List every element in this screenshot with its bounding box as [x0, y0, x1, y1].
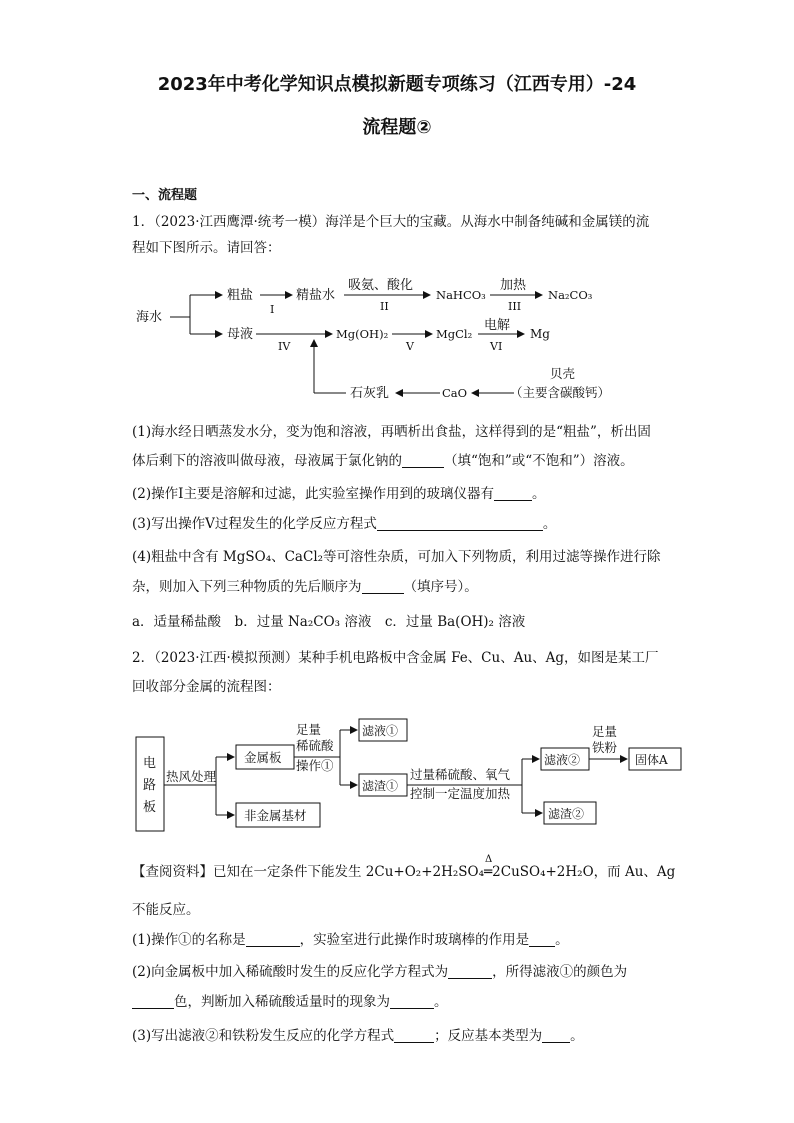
flow-muye: 母液	[227, 327, 254, 342]
flow2-dianluban-3: 板	[143, 800, 157, 815]
flow-mg: Mg	[530, 327, 550, 341]
q1-part2	[132, 484, 672, 504]
q1-stem-line2: 程如下图所示。请回答：	[132, 240, 281, 256]
q1-part3-text: (3)写出操作Ⅴ过程发生的化学反应方程式	[132, 516, 377, 532]
q2-part2-line1	[132, 962, 672, 982]
flow2-guoliang-top: 过量稀硫酸、氧气	[410, 767, 511, 782]
flow2-lvzha2: 滤渣②	[548, 807, 585, 821]
flow2-lvzha1: 滤渣①	[362, 779, 399, 793]
q1-part4-text: 杂，则加入下列三种物质的先后顺序为	[132, 579, 362, 595]
q2-part2-blank1[interactable]	[448, 964, 492, 979]
flow2-dianluban-2: 路	[143, 778, 157, 793]
q1-part1-line1: (1)海水经日晒蒸发水分，变为饱和溶液，再晒析出食盐，这样得到的是“粗盐”，析出固	[132, 424, 651, 440]
page-title-line1: 2023年中考化学知识点模拟新题专项练习（江西专用）-24	[157, 74, 637, 95]
q1-part2-end: 。	[531, 486, 546, 502]
q2-part2-blank2[interactable]	[132, 994, 174, 1009]
q1-part2-blank[interactable]	[494, 486, 532, 501]
q1-part4-blank[interactable]	[362, 579, 404, 594]
q2-part2-text3: 色，判断加入稀硫酸适量时的现象为	[174, 994, 390, 1010]
q2-part1-blank2[interactable]	[529, 932, 555, 947]
flow2-lvye1: 滤液①	[362, 724, 399, 738]
q1-part1-line2	[132, 451, 672, 471]
q2-part1	[132, 930, 672, 950]
flow-step2-label: 吸氨、酸化	[348, 278, 414, 293]
flow2-zuliang1: 足量	[296, 722, 322, 737]
flow-mgcl2: MgCl₂	[436, 327, 473, 341]
q2-stem-line2: 回收部分金属的流程图：	[132, 679, 281, 695]
q1-part4-line2	[132, 577, 672, 597]
flow-nahco3: NaHCO₃	[436, 288, 486, 302]
flow-beike-note: （主要含碳酸钙）	[510, 385, 611, 400]
flow-op2: II	[380, 300, 389, 313]
q1-part3-end: 。	[542, 516, 557, 532]
flow2-zuliang2: 足量	[592, 724, 618, 739]
q2-reference-line2: 不能反应。	[132, 902, 200, 918]
q1-part1-text: 体后剩下的溶液叫做母液，母液属于氯化钠的	[132, 453, 402, 469]
flow-mgoh2: Mg(OH)₂	[336, 327, 389, 341]
flow-na2co3: Na₂CO₃	[548, 288, 593, 302]
flow2-feijinshujicai: 非金属基材	[244, 808, 307, 823]
q1-options: a．适量稀盐酸 b．过量 Na₂CO₃ 溶液 c．过量 Ba(OH)₂ 溶液	[132, 614, 526, 630]
q2-part3-text2: ；反应基本类型为	[434, 1028, 543, 1044]
q2-part2-text: (2)向金属板中加入稀硫酸时发生的反应化学方程式为	[132, 964, 449, 980]
flow-op3: III	[508, 300, 522, 313]
flow2-xiliusuan: 稀硫酸	[296, 738, 334, 753]
q1-stem-line1: 1．（2023·江西鹰潭·统考一模）海洋是个巨大的宝藏。从海水中制备纯碱和金属镁的流	[132, 214, 650, 230]
q2-part3-blank2[interactable]	[542, 1028, 570, 1043]
flow2-lvye2: 滤液②	[544, 753, 581, 767]
flow2-tiefen: 铁粉	[592, 740, 618, 755]
page-title-line2: 流程题②	[362, 117, 432, 138]
flow-op4: IV	[278, 340, 291, 353]
q2-part3-end: 。	[570, 1028, 584, 1044]
flow-op5: V	[406, 340, 414, 353]
flow-cao: CaO	[442, 386, 468, 400]
q2-part2-blank3[interactable]	[390, 994, 434, 1009]
q1-part3	[132, 514, 672, 534]
flow2-dianluban-1: 电	[143, 756, 157, 771]
q1-part2-text: (2)操作Ⅰ主要是溶解和过滤，此实验室操作用到的玻璃仪器有	[132, 486, 494, 502]
q2-reference-equals: Δ ═	[484, 862, 492, 882]
q2-part2-text2: ，所得滤液①的颜色为	[492, 964, 628, 980]
q1-part1-blank[interactable]	[402, 453, 444, 468]
q1-flowchart	[130, 270, 650, 410]
flow-jingyanshui: 精盐水	[296, 288, 336, 303]
flow-beike: 贝壳	[550, 366, 576, 381]
flow-op6: VI	[490, 340, 503, 353]
q2-part1-blank1[interactable]	[246, 932, 300, 947]
q2-part1-end: 。	[555, 932, 569, 948]
flow2-guti-a: 固体A	[635, 753, 668, 767]
q2-part3	[132, 1026, 672, 1046]
flow-step6-label: 电解	[484, 318, 511, 333]
q2-flowchart	[130, 715, 690, 835]
q2-stem-line1: 2．（2023·江西·模拟预测）某种手机电路板中含金属 Fe、Cu、Au、Ag，如图是某工厂	[132, 650, 659, 666]
section-heading: 一、流程题	[132, 188, 198, 203]
flow2-jinshuban: 金属板	[244, 750, 282, 765]
q2-part1-text2: ，实验室进行此操作时玻璃棒的作用是	[299, 932, 530, 948]
q2-reference-products: 2CuSO₄+2H₂O，而 Au、Ag	[492, 864, 676, 880]
q2-part2-end: 。	[434, 994, 448, 1010]
flow-cuyan: 粗盐	[227, 288, 254, 303]
q2-part1-text: (1)操作①的名称是	[132, 932, 246, 948]
flow2-caozuo1: 操作①	[296, 758, 334, 773]
q2-part3-text: (3)写出滤液②和铁粉发生反应的化学方程式	[132, 1028, 395, 1044]
q2-part2-line2	[132, 992, 672, 1012]
flow2-guoliang-bottom: 控制一定温度加热	[410, 786, 511, 801]
flow-haishui: 海水	[136, 310, 163, 325]
flow-shihuiru: 石灰乳	[350, 386, 390, 401]
q2-part3-blank1[interactable]	[394, 1028, 434, 1043]
q1-part4-hint: （填序号）。	[403, 579, 478, 595]
flow2-rfcl: 热风处理	[166, 769, 217, 784]
q2-reference-text: 【查阅资料】已知在一定条件下能发生 2Cu+O₂+2H₂SO₄	[132, 864, 485, 880]
q1-part3-blank[interactable]	[377, 516, 543, 531]
q1-part1-hint: （填“饱和”或“不饱和”）溶液。	[444, 453, 634, 469]
flow-step3-label: 加热	[500, 278, 527, 293]
q2-reference-line1	[132, 854, 676, 882]
q1-part4-line1: (4)粗盐中含有 MgSO₄、CaCl₂等可溶性杂质，可加入下列物质，利用过滤等操作进行除	[132, 549, 661, 565]
q2-reference-delta: Δ	[485, 854, 493, 865]
flow-op1: I	[270, 303, 275, 316]
